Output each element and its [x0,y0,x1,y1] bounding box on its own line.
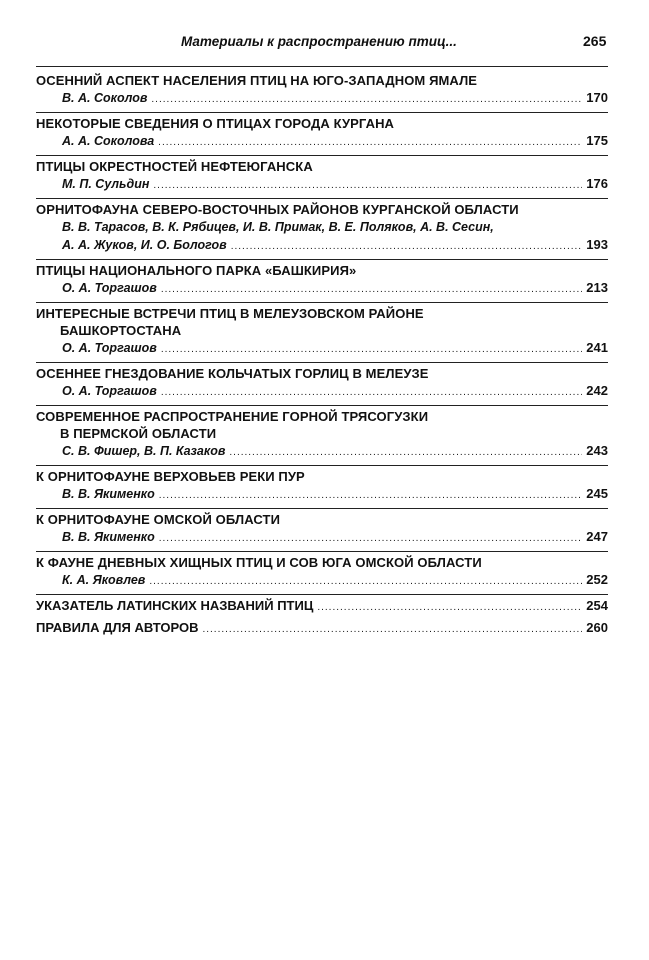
entry-separator [36,362,608,363]
toc-entry-authors [36,485,608,505]
toc-author-line: В. А. Соколов [62,91,148,105]
toc-title-line: НЕКОТОРЫЕ СВЕДЕНИЯ О ПТИЦАХ ГОРОДА КУРГАНА [36,116,395,131]
toc-entry-title [36,262,608,279]
running-header [0,34,649,54]
dot-leader [202,621,582,639]
toc-entry-title [36,305,608,339]
toc-entry-title [36,408,608,442]
dot-leader [161,384,582,402]
page-number: 265 [583,33,607,49]
toc-title-line: ОСЕННИЙ АСПЕКТ НАСЕЛЕНИЯ ПТИЦ НА ЮГО-ЗАПАДНОМ ЯМАЛЕ [36,73,478,88]
dot-leader [317,599,582,617]
toc-page-number: 175 [586,133,608,148]
toc-author-line: М. П. Сульдин [62,177,150,191]
toc-entry-authors [36,175,608,195]
dot-leader [151,91,582,109]
entry-separator [36,155,608,156]
header-rule [36,66,608,67]
entry-separator [36,302,608,303]
toc-entry [36,554,608,595]
toc-leader-row [62,528,608,548]
toc-entry-authors [36,571,608,591]
dot-leader [231,238,583,256]
toc-page-number: 254 [586,598,608,613]
toc-entry-title [36,115,608,132]
entry-separator [36,594,608,595]
toc-entry [36,262,608,303]
toc-page-number: 245 [586,486,608,501]
toc-entry [36,115,608,156]
toc-author-line: О. А. Торгашов [62,281,157,295]
entry-separator [36,405,608,406]
toc-author-line: О. А. Торгашов [62,384,157,398]
dot-leader [159,530,583,548]
entry-separator [36,508,608,509]
toc-author-line: О. А. Торгашов [62,341,157,355]
toc-entry-title [36,365,608,382]
toc-entry-title: ПРАВИЛА ДЛЯ АВТОРОВ [36,620,199,635]
toc-entry-title [36,158,608,175]
toc-leader-row [62,339,608,359]
toc-title-line: ОРНИТОФАУНА СЕВЕРО-ВОСТОЧНЫХ РАЙОНОВ КУРГАНСКОЙ ОБЛАСТИ [36,202,519,217]
toc-title-line: К ОРНИТОФАУНЕ ВЕРХОВЬЕВ РЕКИ ПУР [36,469,305,484]
toc-entry-authors [36,382,608,402]
toc-leader-row [62,89,608,109]
toc-page-number: 247 [586,529,608,544]
entry-separator [36,198,608,199]
toc-author-line: А. А. Соколова [62,134,155,148]
toc-leader-row [62,485,608,505]
toc-title-line: СОВРЕМЕННОЕ РАСПРОСТРАНЕНИЕ ГОРНОЙ ТРЯСОГУЗКИ [36,409,429,424]
toc-entry-title [36,554,608,571]
toc-page-number: 260 [586,620,608,635]
entry-separator [36,551,608,552]
toc-entry [36,365,608,406]
dot-leader [158,134,582,152]
toc-title-line: ПТИЦЫ ОКРЕСТНОСТЕЙ НЕФТЕЮГАНСКА [36,159,313,174]
toc-entry-authors [36,279,608,299]
toc-entry-authors [36,528,608,548]
toc-plain-entry [36,597,608,617]
toc-entry [36,305,608,363]
toc-entry [36,201,608,260]
toc-leader-row [62,382,608,402]
toc-author-line: А. А. Жуков, И. О. Бологов [62,238,227,252]
toc-entry-title: УКАЗАТЕЛЬ ЛАТИНСКИХ НАЗВАНИЙ ПТИЦ [36,598,314,613]
toc-title-line: К ФАУНЕ ДНЕВНЫХ ХИЩНЫХ ПТИЦ И СОВ ЮГА ОМСКОЙ ОБЛАСТИ [36,555,482,570]
dot-leader [149,573,582,591]
toc-author-line: С. В. Фишер, В. П. Казаков [62,444,226,458]
toc-author-line: К. А. Яковлев [62,573,146,587]
toc-title-line: В ПЕРМСКОЙ ОБЛАСТИ [60,426,217,441]
toc-author-line: В. В. Якименко [62,530,155,544]
toc-entry-title [36,201,608,218]
toc-page-number: 170 [586,90,608,105]
toc-leader-row [62,175,608,195]
toc-plain-entry [36,619,608,639]
toc-entry [36,158,608,199]
toc-page-number: 176 [586,176,608,191]
toc-author-line: В. В. Якименко [62,487,155,501]
toc-page-number: 243 [586,443,608,458]
toc-page-number: 193 [586,237,608,252]
entry-separator [36,259,608,260]
toc-page-number: 213 [586,280,608,295]
toc-title-line: ОСЕННЕЕ ГНЕЗДОВАНИЕ КОЛЬЧАТЫХ ГОРЛИЦ В МЕЛЕУЗЕ [36,366,429,381]
dot-leader [159,487,583,505]
dot-leader [153,177,582,195]
toc-entry [36,72,608,113]
dot-leader [161,341,582,359]
toc-title-line: ИНТЕРЕСНЫЕ ВСТРЕЧИ ПТИЦ В МЕЛЕУЗОВСКОМ РАЙОНЕ [36,306,424,321]
toc-title-line: К ОРНИТОФАУНЕ ОМСКОЙ ОБЛАСТИ [36,512,281,527]
toc-leader-row [62,236,608,256]
toc-page-number: 242 [586,383,608,398]
dot-leader [161,281,582,299]
toc-entry-authors [36,89,608,109]
toc-entry-authors [36,442,608,462]
toc-title-line: ПТИЦЫ НАЦИОНАЛЬНОГО ПАРКА «БАШКИРИЯ» [36,263,357,278]
entry-separator [36,112,608,113]
toc-entry-authors [36,339,608,359]
toc-entry-title [36,511,608,528]
toc-entry-authors [36,218,608,256]
toc-author-line: В. В. Тарасов, В. К. Рябицев, И. В. Примак, В. Е. Поляков, А. В. Сесин, [62,220,494,234]
entry-separator [36,465,608,466]
toc-page-number: 241 [586,340,608,355]
toc-leader-row [62,442,608,462]
toc-entry [36,468,608,509]
toc-leader-row [62,571,608,591]
table-of-contents [36,70,608,639]
toc-leader-row [62,132,608,152]
toc-entry-title [36,72,608,89]
toc-entry-authors [36,132,608,152]
toc-leader-row [62,279,608,299]
toc-entry-title [36,468,608,485]
running-title: Материалы к распространению птиц... [181,34,457,49]
toc-entry [36,408,608,466]
toc-entry [36,511,608,552]
toc-page-number: 252 [586,572,608,587]
toc-title-line: БАШКОРТОСТАНА [60,323,182,338]
dot-leader [229,444,582,462]
